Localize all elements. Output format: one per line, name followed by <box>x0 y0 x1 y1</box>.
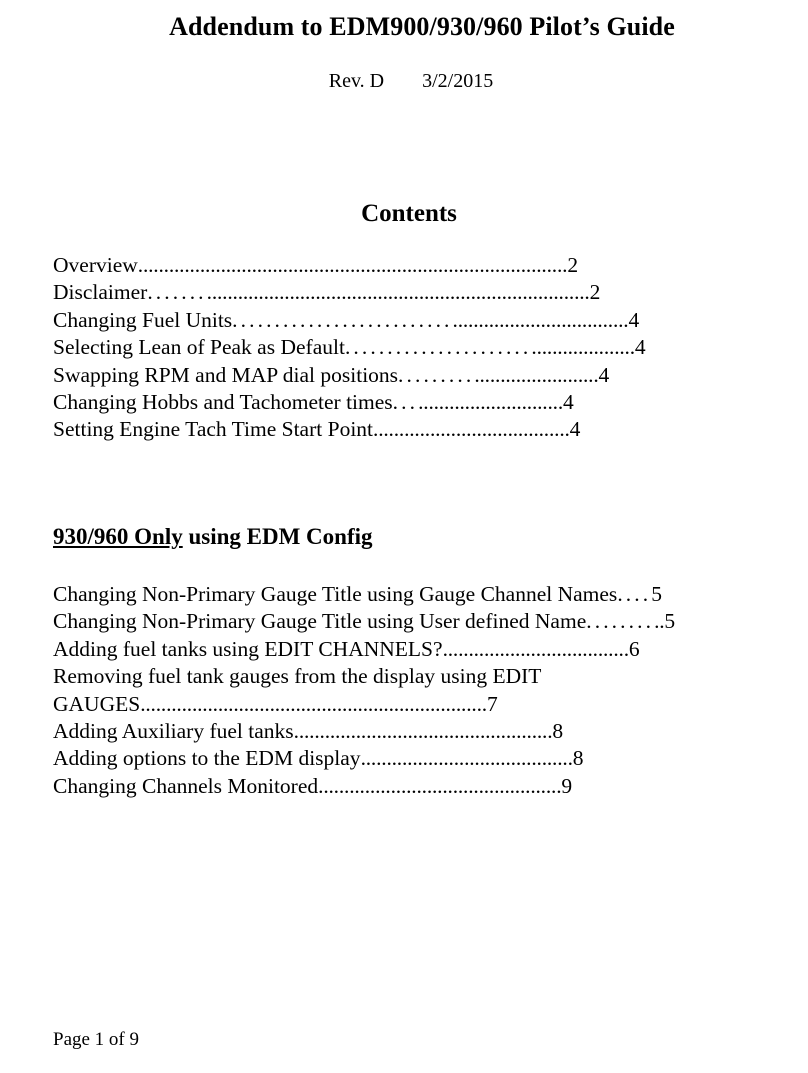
toc-entry-leader-dots: ................................................................... <box>140 691 487 716</box>
toc-entry-leader-dots: .................................. <box>452 307 629 332</box>
toc-entry-page-number: 9 <box>561 773 573 798</box>
toc-entry[interactable] <box>53 773 749 800</box>
toc-entry-page-number: 5 <box>664 609 676 634</box>
revision-line <box>0 70 808 93</box>
contents-heading: Contents <box>361 200 457 227</box>
toc-entry-label-line1: Removing fuel tank gauges from the display using EDIT <box>53 664 542 689</box>
toc-entry[interactable] <box>53 334 753 361</box>
toc-entry-page-number: 4 <box>598 362 610 387</box>
toc-entry-label: Setting Engine Tach Time Start Point <box>53 417 374 442</box>
toc-entry-page-number: 8 <box>572 746 584 771</box>
toc-entry-page-number: 5 <box>651 582 662 606</box>
toc-entry-spaced-dots: ........ <box>586 609 655 634</box>
toc-entry-leader-dots: ......................................... <box>360 746 573 771</box>
page-footer: Page 1 of 9 <box>53 1029 140 1050</box>
toc-entry-leader-dots: .................................................. <box>293 719 553 744</box>
toc-entry-spaced-dots: ... <box>392 390 419 415</box>
toc-entry-leader-dots: .. <box>654 609 665 634</box>
toc-entry-leader-dots: ................................................................................... <box>137 253 568 277</box>
toc-entry-spaced-dots: .... <box>617 582 652 606</box>
toc-entry[interactable] <box>53 718 749 745</box>
toc-entry-page-number: 4 <box>569 417 581 442</box>
revision-date: 3/2/2015 <box>422 70 494 92</box>
section-heading-underlined-part: 930/960 Only <box>53 524 183 549</box>
toc-entry-label: Adding Auxiliary fuel tanks <box>53 719 294 744</box>
toc-entry-spaced-dots: ...................... <box>344 335 532 360</box>
toc-entry-label: Selecting Lean of Peak as Default <box>53 335 345 360</box>
toc-entry[interactable] <box>53 416 753 443</box>
toc-entry[interactable] <box>53 581 749 608</box>
toc-entry[interactable] <box>53 362 753 389</box>
toc-entry-leader-dots: ............................ <box>418 390 563 415</box>
toc-entry[interactable] <box>53 608 749 635</box>
toc-entry-label: Changing Non-Primary Gauge Title using User defined Name <box>53 609 587 634</box>
toc-block-general <box>53 252 753 444</box>
toc-entry-label: Changing Channels Monitored <box>53 773 319 798</box>
toc-entry-page-number: 4 <box>563 390 574 415</box>
toc-entry-spaced-dots: .......................... <box>232 307 453 332</box>
toc-entry[interactable] <box>53 307 753 334</box>
toc-entry[interactable] <box>53 389 753 416</box>
toc-entry[interactable] <box>53 745 749 772</box>
toc-entry-page-number: 6 <box>628 636 640 661</box>
toc-entry-label: Disclaimer <box>53 280 148 305</box>
toc-entry-page-number: 2 <box>589 280 601 305</box>
toc-entry[interactable] <box>53 252 753 279</box>
toc-entry-leader-dots: ...................................... <box>373 417 570 442</box>
toc-entry-label: Adding options to the EDM display <box>53 746 361 771</box>
revision-label: Rev. D <box>328 70 385 92</box>
toc-entry-label: Overview <box>53 253 138 277</box>
toc-entry-spaced-dots: ......... <box>398 362 475 387</box>
toc-entry-leader-dots: .................................... <box>442 636 629 661</box>
toc-entry-line2 <box>53 691 749 718</box>
toc-entry-leader-dots: ............................................... <box>318 773 562 798</box>
toc-block-edm-config <box>53 581 749 800</box>
toc-entry-label: Swapping RPM and MAP dial positions <box>53 362 399 387</box>
toc-entry-leader-dots: ........................ <box>474 362 599 387</box>
toc-entry-label: Adding fuel tanks using EDIT CHANNELS? <box>53 636 443 661</box>
toc-entry-label: Changing Hobbs and Tachometer times <box>53 390 393 415</box>
toc-entry-page-number: 4 <box>634 335 646 360</box>
toc-entry[interactable] <box>53 636 749 663</box>
toc-entry-leader-dots: .......................................................................... <box>206 280 590 305</box>
toc-entry-page-number: 7 <box>486 691 498 716</box>
toc-entry-leader-dots: .................... <box>531 335 635 360</box>
toc-entry[interactable] <box>53 279 753 306</box>
toc-entry-page-number: 4 <box>628 307 640 332</box>
toc-entry-label: GAUGES <box>53 691 141 716</box>
toc-entry-page-number: 8 <box>552 719 564 744</box>
section-heading-930-960 <box>53 524 373 550</box>
toc-entry-label: Changing Fuel Units <box>53 307 233 332</box>
page-title: Addendum to EDM900/930/960 Pilot’s Guide <box>169 12 675 41</box>
section-heading-rest-part: using EDM Config <box>182 524 373 549</box>
toc-entry-label: Changing Non-Primary Gauge Title using Gauge Channel Names <box>53 582 618 606</box>
toc-entry[interactable] <box>53 663 749 718</box>
toc-entry-spaced-dots: ....... <box>147 280 207 305</box>
toc-entry-page-number: 2 <box>567 253 579 277</box>
